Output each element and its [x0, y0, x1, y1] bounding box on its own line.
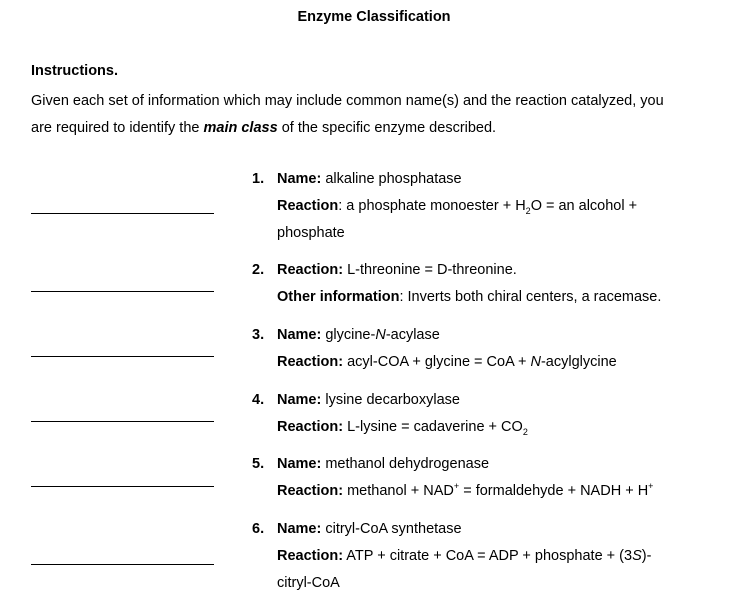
answer-blank-6[interactable]: [31, 564, 214, 565]
value: : a phosphate monoester + H: [338, 198, 526, 214]
label: Reaction: [277, 198, 339, 214]
label: Name:: [277, 327, 322, 343]
answer-blank-3[interactable]: [31, 356, 214, 357]
value: glycine-: [321, 327, 376, 343]
question-6: [252, 516, 732, 597]
answer-blank-2[interactable]: [31, 291, 214, 292]
label: Other information: [277, 289, 400, 305]
question-number: 2.: [252, 262, 265, 278]
question-number: 5.: [252, 456, 265, 472]
instructions-emphasis: main class: [203, 120, 278, 136]
value: acyl-COA + glycine = CoA +: [343, 354, 531, 370]
superscript: +: [648, 481, 654, 492]
value: L-lysine = cadaverine + CO: [343, 419, 523, 435]
question-2: [252, 257, 732, 311]
italic: S: [632, 548, 642, 564]
subscript: 2: [525, 205, 531, 216]
value: alkaline phosphatase: [321, 171, 462, 187]
superscript: +: [453, 481, 460, 492]
label: Reaction:: [277, 548, 344, 564]
value: )-: [641, 548, 652, 564]
label: Reaction:: [277, 262, 344, 278]
value: O = an alcohol +: [530, 198, 638, 214]
instructions-line1: Given each set of information which may include common name(s) and the reaction catalyzed, you: [31, 93, 664, 109]
value: lysine decarboxylase: [321, 392, 460, 408]
subscript: 2: [522, 426, 528, 437]
question-4: [252, 387, 732, 441]
question-5: [252, 451, 732, 505]
answer-blank-1[interactable]: [31, 213, 214, 214]
question-number: 4.: [252, 392, 265, 408]
label: Reaction:: [277, 354, 344, 370]
label: Reaction:: [277, 483, 344, 499]
value: -acylase: [385, 327, 440, 343]
value: = formaldehyde + NADH + H: [459, 483, 649, 499]
instructions-line2-pre: are required to identify the: [31, 120, 204, 136]
value: phosphate: [277, 225, 345, 241]
answer-blank-4[interactable]: [31, 421, 214, 422]
label: Name:: [277, 456, 322, 472]
value: citryl-CoA synthetase: [321, 521, 462, 537]
answer-blank-5[interactable]: [31, 486, 214, 487]
value: L-threonine = D-threonine.: [343, 262, 517, 278]
value: methanol + NAD: [343, 483, 454, 499]
value: citryl-CoA: [277, 575, 340, 591]
label: Reaction:: [277, 419, 344, 435]
question-1: [252, 166, 732, 247]
italic: N: [530, 354, 541, 370]
value: -acylglycine: [540, 354, 617, 370]
question-3: [252, 322, 732, 376]
value: : Inverts both chiral centers, a racemase.: [399, 289, 662, 305]
instructions-line2-post: of the specific enzyme described.: [277, 120, 497, 136]
value: ATP + citrate + CoA = ADP + phosphate + (3: [343, 548, 633, 564]
question-number: 1.: [252, 171, 265, 187]
value: methanol dehydrogenase: [321, 456, 490, 472]
question-number: 6.: [252, 521, 265, 537]
instructions-text: [31, 88, 731, 142]
label: Name:: [277, 171, 322, 187]
question-number: 3.: [252, 327, 265, 343]
page-title: Enzyme Classification: [297, 9, 451, 25]
instructions-heading: Instructions.: [31, 63, 119, 79]
label: Name:: [277, 392, 322, 408]
italic: N: [375, 327, 386, 343]
label: Name:: [277, 521, 322, 537]
